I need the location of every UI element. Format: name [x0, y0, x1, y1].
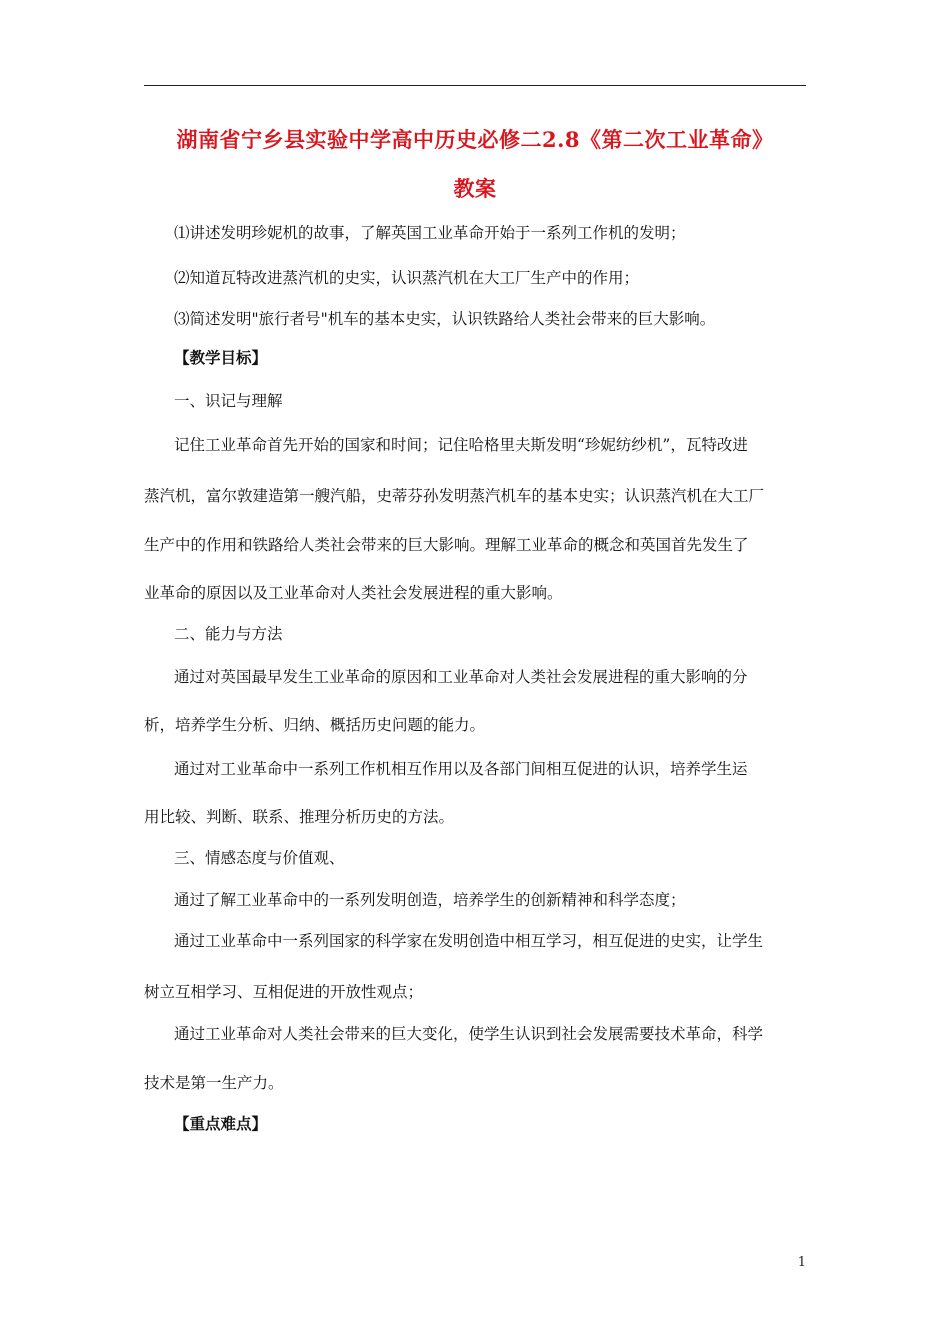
paragraph-line: 用比较、判断、联系、推理分析历史的方法。 [144, 808, 455, 826]
paragraph-line: 通过对英国最早发生工业革命的原因和工业革命对人类社会发展进程的重大影响的分 [174, 668, 748, 686]
paragraph-line: 蒸汽机，富尔敦建造第一艘汽船，史蒂芬孙发明蒸汽机车的基本史实；认识蒸汽机在大工厂 [144, 487, 765, 505]
paragraph-line: 记住工业革命首先开始的国家和时间；记住哈格里夫斯发明“珍妮纺纱机”，瓦特改进 [174, 436, 748, 454]
document-title: 湖南省宁乡县实验中学高中历史必修二2.8《第二次工业革命》 [176, 127, 774, 152]
subheading-ability-method: 二、能力与方法 [174, 625, 283, 643]
header-rule [144, 85, 806, 86]
paragraph-line: 通过对工业革命中一系列工作机相互作用以及各部门间相互促进的认识，培养学生运 [174, 760, 748, 778]
paragraph-line: 析，培养学生分析、归纳、概括历史问题的能力。 [144, 716, 486, 734]
document-title-continued: 教案 [453, 176, 497, 201]
paragraph-line: 通过了解工业革命中的一系列发明创造，培养学生的创新精神和科学态度； [174, 891, 686, 909]
subheading-attitude-values: 三、情感态度与价值观、 [174, 849, 345, 867]
section-heading-key-difficulties: 【重点难点】 [174, 1114, 268, 1133]
page-number: 1 [797, 1255, 806, 1270]
paragraph-line: 树立互相学习、互相促进的开放性观点； [144, 983, 424, 1001]
objective-item-2: ⑵知道瓦特改进蒸汽机的史实，认识蒸汽机在大工厂生产中的作用； [174, 269, 640, 287]
paragraph-line: 生产中的作用和铁路给人类社会带来的巨大影响。理解工业革命的概念和英国首先发生了 [144, 536, 749, 554]
subheading-memory-understanding: 一、识记与理解 [174, 392, 283, 410]
paragraph-line: 通过工业革命对人类社会带来的巨大变化，使学生认识到社会发展需要技术革命，科学 [174, 1025, 764, 1043]
paragraph-line: 通过工业革命中一系列国家的科学家在发明创造中相互学习，相互促进的史实，让学生 [174, 932, 764, 950]
objective-item-1: ⑴讲述发明珍妮机的故事，了解英国工业革命开始于一系列工作机的发明； [174, 224, 686, 242]
objective-item-3: ⑶简述发明"旅行者号"机车的基本史实，认识铁路给人类社会带来的巨大影响。 [174, 310, 716, 328]
section-heading-teaching-goals: 【教学目标】 [174, 348, 268, 367]
paragraph-line: 技术是第一生产力。 [144, 1074, 284, 1092]
paragraph-line: 业革命的原因以及工业革命对人类社会发展进程的重大影响。 [144, 584, 563, 602]
